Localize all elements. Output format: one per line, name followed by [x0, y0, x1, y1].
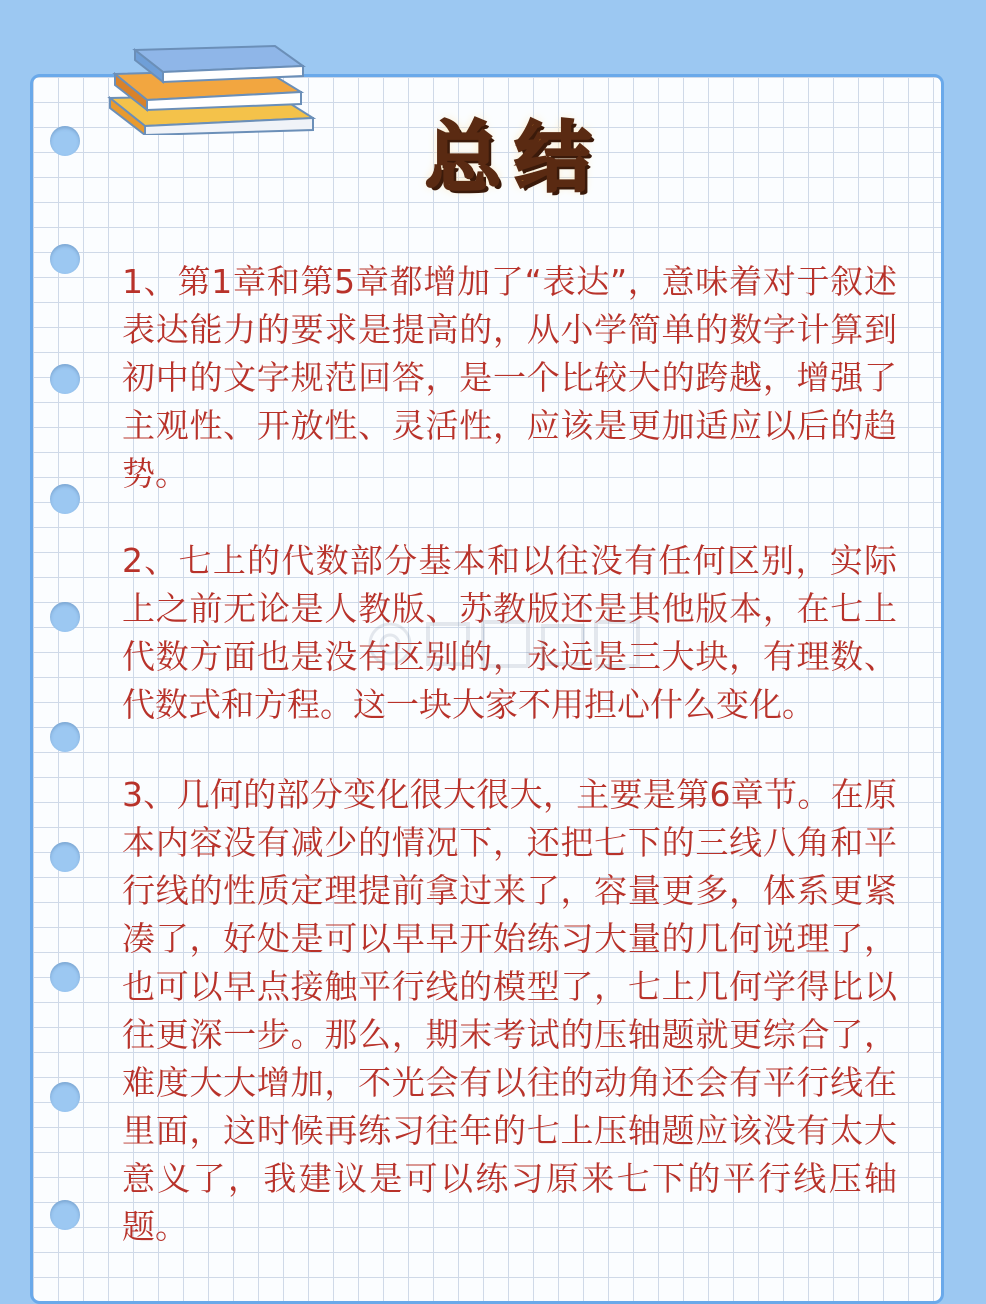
summary-paragraph-2: 2、七上的代数部分基本和以往没有任何区别，实际上之前无论是人教版、苏教版还是其他版本，在七上代数方面也是没有区别的，永远是三大块，有理数、代数式和方程。这一块大家不用担心什么变化。	[122, 541, 897, 724]
binder-hole	[50, 364, 80, 394]
binder-hole	[50, 126, 80, 156]
summary-paragraph-1: 1、第1章和第5章都增加了“表达”，意味着对于叙述表达能力的要求是提高的，从小学简单的数字计算到初中的文字规范回答，是一个比较大的跨越，增强了主观性、开放性、灵活性，应该是更加适应以后的趋势。	[122, 262, 897, 493]
binder-hole	[50, 244, 80, 274]
binder-hole	[50, 484, 80, 514]
binder-hole	[50, 722, 80, 752]
binder-hole	[50, 1200, 80, 1230]
binder-hole	[50, 602, 80, 632]
books-icon	[105, 40, 325, 135]
binder-hole	[50, 1082, 80, 1112]
page-title: 总结	[425, 113, 605, 202]
watermark-logo	[358, 602, 658, 682]
summary-paragraph-3: 3、几何的部分变化很大很大，主要是第6章节。在原本内容没有减少的情况下，还把七下的三线八角和平行线的性质定理提前拿过来了，容量更多，体系更紧凑了，好处是可以早早开始练习大量的几何说理了，也可以早点接触平行线的模型了，七上几何学得比以往更深一步。那么，期末考试的压轴题就更综合了，难度大大增加，不光会有以往的动角还会有平行线在里面，这时候再练习往年的七上压轴题应该没有太大意义了，我建议是可以练习原来七下的平行线压轴题。	[122, 775, 897, 1246]
binder-hole	[50, 842, 80, 872]
binder-hole	[50, 962, 80, 992]
